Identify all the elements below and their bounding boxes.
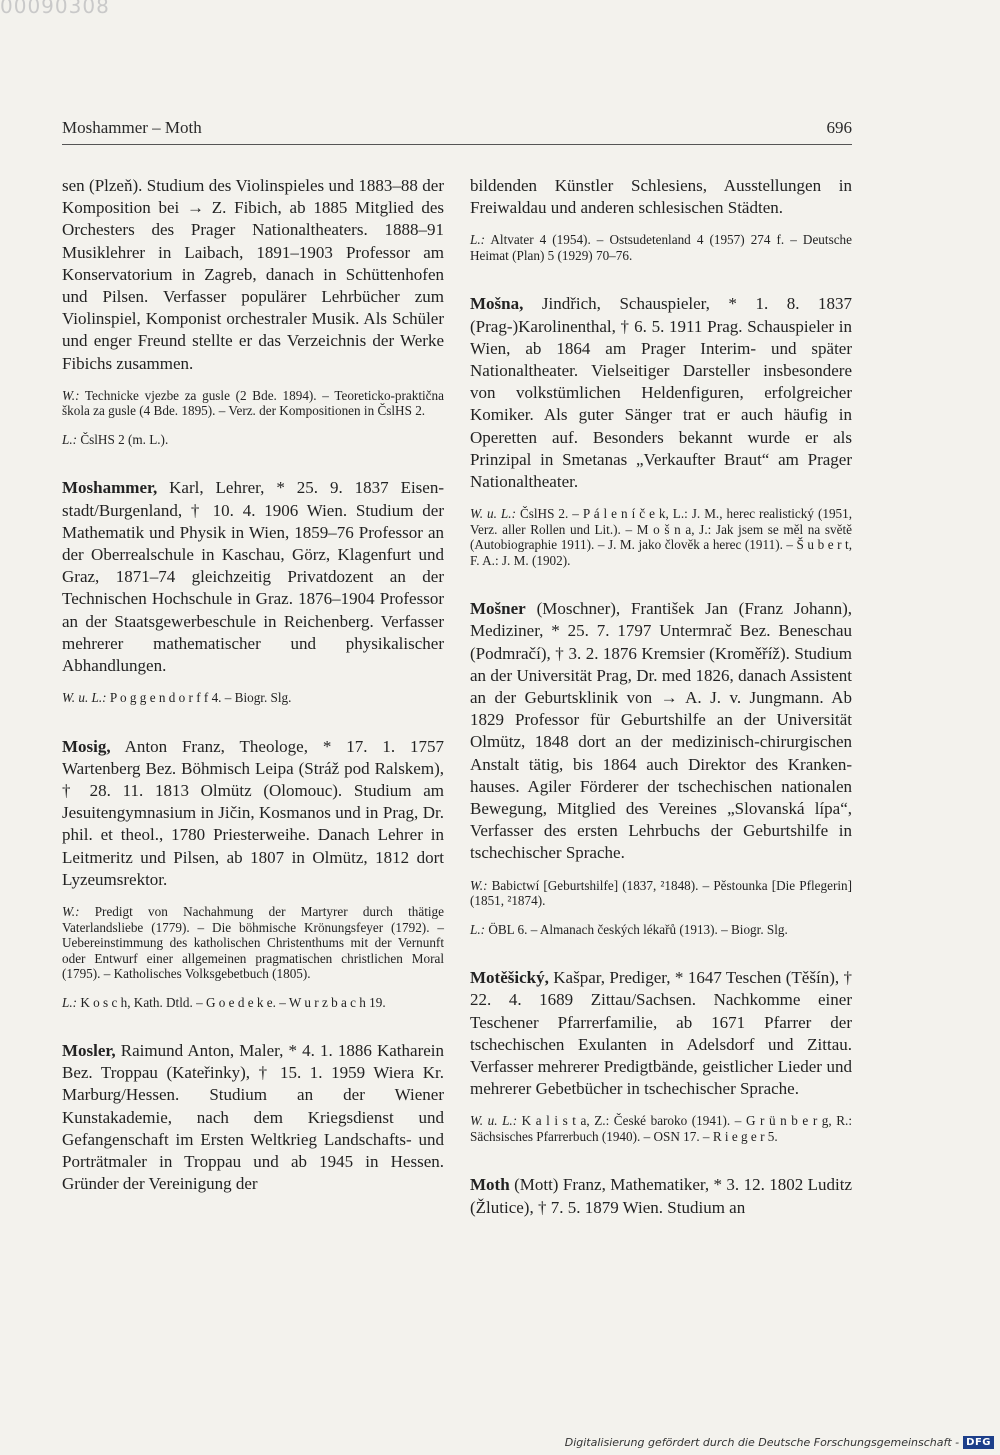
literature-list	[62, 432, 444, 448]
works-text: Predigt von Nachahmung der Martyrer durch thätige Vaterlandsliebe (1779). – Die böhmische Krönungsfeyer (1792). – Uebereinstimmung des katholischen Christenthums mit der Vernunft oder Entwurf einer allgemeinen pragmatischen christlichen Moral (1795). – Katholisches Volksgebetbuch (1805).	[62, 904, 444, 982]
works-label: W.:	[470, 877, 488, 893]
running-head-title: Moshammer – Moth	[62, 118, 202, 137]
entry-continuation: bildenden Künstler Schlesiens, Ausstellungen in Freiwaldau und anderen schlesischen Städten.	[470, 176, 852, 218]
entry-body: Raimund Anton, Maler, * 4. 1. 1886 Katharein Bez. Troppau (Kateřinky), † 15. 1. 1959 Wiera Kr. Marburg/Hessen. Studium an der Wiener Kunstakademie, nach dem Kriegsdienst und Gefangenschaft im Ersten Weltkrieg Landschafts- und Porträtmaler in Troppau und ab 1945 in Hessen. Gründer der Vereinigung der	[62, 1041, 444, 1194]
entry-continuation: sen (Plzeň). Studium des Violinspieles und 1883–88 der Komposition bei → Z. Fibich, ab 1885 Mitglied des Orchesters des Prager Nationaltheaters. 1888–91 Musiklehrer in Laibach, 1891–1903 Professor am Konservatorium in Zagreb, danach in Schüttenhofen und Pilsen. Verfasser populärer Lehrbücher zum Violinspiel, Komponist orchestraler Musik. Als Schüler und enger Freund stellte er das Verzeichnis der Werke Fibichs zusammen.	[62, 176, 444, 373]
references	[470, 1113, 852, 1144]
scan-id: 00090308	[0, 0, 110, 18]
entry-motesicky	[470, 967, 852, 1100]
literature-label: L.:	[470, 232, 486, 248]
headword: Mošna,	[470, 294, 524, 314]
literature-label: L.:	[470, 921, 486, 937]
entry-moshammer	[62, 477, 444, 677]
headword: Moth	[470, 1175, 510, 1195]
works-label: W.:	[62, 904, 80, 920]
literature-list	[470, 232, 852, 263]
references-label: W. u. L.:	[470, 506, 516, 522]
headword: Mosler,	[62, 1041, 116, 1061]
works-list	[62, 388, 444, 419]
entry-mosig	[62, 736, 444, 891]
works-list	[470, 878, 852, 909]
references-text: ČslHS 2. – P á l e n í č e k, L.: J. M., herec realistický (1951, Verz. aller Rollen und Lit.). – M o š n a, J.: Jak jsem se měl na světě (Autobiographie 1911). – J. M. jako člověk a herec (1911). – Š u b e r t, F. A.: J. M. (1902).	[470, 506, 853, 568]
header-rule	[62, 144, 852, 145]
entry-mosner	[470, 598, 852, 864]
references-text: K a l i s t a, Z.: České baroko (1941). – G r ü n b e r g, R.: Sächsisches Pfarrerbuch (1940). – OSN 17. – R i e g e r 5.	[470, 1113, 853, 1144]
literature-label: L.:	[62, 994, 78, 1010]
entry-body: (Mott) Franz, Mathematiker, * 3. 12. 1802 Luditz (Žlutice), † 7. 5. 1879 Wien. Studium an	[470, 1175, 853, 1217]
right-column	[470, 175, 852, 1219]
literature-text: ČslHS 2 (m. L.).	[80, 431, 169, 447]
entry-mosler	[62, 1040, 444, 1195]
literature-text: ÖBL 6. – Almanach českých lékařů (1913). – Biogr. Slg.	[488, 921, 788, 937]
references	[62, 690, 444, 706]
running-head	[62, 118, 852, 142]
references-text: P o g g e n d o r f f 4. – Biogr. Slg.	[109, 690, 292, 706]
works-text: Babictwí [Geburtshilfe] (1837, ²1848). – Pěstounka [Die Pflegerin] (1851, ²1874).	[470, 877, 852, 909]
entry-body: Jindřich, Schauspieler, * 1. 8. 1837 (Prag-)Karolinenthal, † 6. 5. 1911 Prag. Schauspieler in Wien, ab 1864 am Prager Interim- und später Nationaltheater. Vielseitiger Darsteller insbesondere von volkstümlichen Heldenfiguren, erfolgreicher Komiker. Als guter Sänger trat er auch häufig in Operetten auf. Besonders bekannt wurde er als Prinzipal in Smetanas „Verkaufter Braut“ am Prager Nationaltheater.	[470, 294, 852, 492]
headword: Moshammer,	[62, 478, 158, 498]
headword: Motěšický,	[470, 968, 549, 988]
dfg-logo: DFG	[963, 1436, 994, 1449]
funding-text: Digitalisierung gefördert durch die Deutsche Forschungsgemeinschaft -	[564, 1436, 960, 1449]
works-list	[62, 904, 444, 982]
references	[470, 506, 852, 568]
headword: Mosig,	[62, 736, 111, 756]
funding-footer	[565, 1436, 994, 1449]
headword: Mošner	[470, 599, 526, 619]
entry-moth	[470, 1174, 852, 1218]
left-column	[62, 175, 444, 1196]
literature-list	[62, 995, 444, 1011]
literature-label: L.:	[62, 431, 78, 447]
entry-body: Anton Franz, Theologe, * 17. 1. 1757 Wartenberg Bez. Böhmisch Leipa (Stráž pod Ralskem), † 28. 11. 1813 Olmütz (Olomouc). Studium am Jesuitengymnasium in Jičin, Kosmanos und in Prag, Dr. phil. et theol., 1780 Priesterweihe. Danach Lehrer in Leitmeritz und Pilsen, ab 1807 in Olmütz, 1812 dort Lyzeumsrektor.	[62, 736, 444, 889]
entry-mosna	[470, 293, 852, 493]
page-number: 696	[826, 118, 852, 137]
entry-body: Karl, Lehrer, * 25. 9. 1837 Eisenstadt/Burgenland, † 10. 4. 1906 Wien. Studium der Mathematik und Physik in Wien, 1859–76 Professor an der Oberrealschule in Kaschau, Görz, Klagenfurt und Graz, 1871–74 gleichzeitig Privatdozent an der Technischen Hochschule in Graz. 1876–1904 Professor an der Staatsgewerbeschule in Reichenberg. Verfasser mehrerer mathematischer und physikalischer Abhandlungen.	[62, 478, 445, 675]
works-label: W.:	[62, 387, 80, 403]
entry-body: Kašpar, Prediger, * 1647 Teschen (Těšín), † 22. 4. 1689 Zittau/Sachsen. Nachkomme einer Teschener Pfarrerfamilie, ab 1671 Pfarrer der tschechischen Exulanten in Adelsdorf und Zittau. Verfasser mehrerer Predigtbände, geistlicher Lieder und mehrerer Gebetbücher in tschechischer Sprache.	[470, 968, 853, 1099]
references-label: W. u. L.:	[470, 1113, 518, 1129]
references-label: W. u. L.:	[62, 690, 107, 706]
literature-text: K o s c h, Kath. Dtld. – G o e d e k e. – W u r z b a c h 19.	[80, 994, 386, 1010]
entry-body: (Moschner), František Jan (Franz Johann), Mediziner, * 25. 7. 1797 Untermrač Bez. Beneschau (Podmračí), † 3. 2. 1876 Kremsier (Kroměříž). Studium an der Universität Prag, Dr. med 1826, danach Assistent an der Geburtsklinik von → A. J. v. Jungmann. Ab 1829 Professor für Geburtshilfe an der Universität Olmütz, 1848 dort an der medizinisch-chirurgischen Anstalt tätig, bis 1864 auch Direktor des Krankenhauses. Agiler Förderer der tschechischen nationalen Bewegung, Mitglied des Vereines „Slovanská lípa“, Verfasser des ersten Lehrbuchs der Geburtshilfe in tschechischer Sprache.	[470, 599, 852, 863]
works-text: Technicke vjezbe za gusle (2 Bde. 1894). – Teoreticko-praktična škola za gusle (4 Bde. 1895). – Verz. der Kompositionen in ČslHS 2.	[62, 387, 444, 419]
literature-list	[470, 922, 852, 938]
literature-text: Altvater 4 (1954). – Ostsudetenland 4 (1957) 274 f. – Deutsche Heimat (Plan) 5 (1929) 70–76.	[470, 232, 852, 263]
